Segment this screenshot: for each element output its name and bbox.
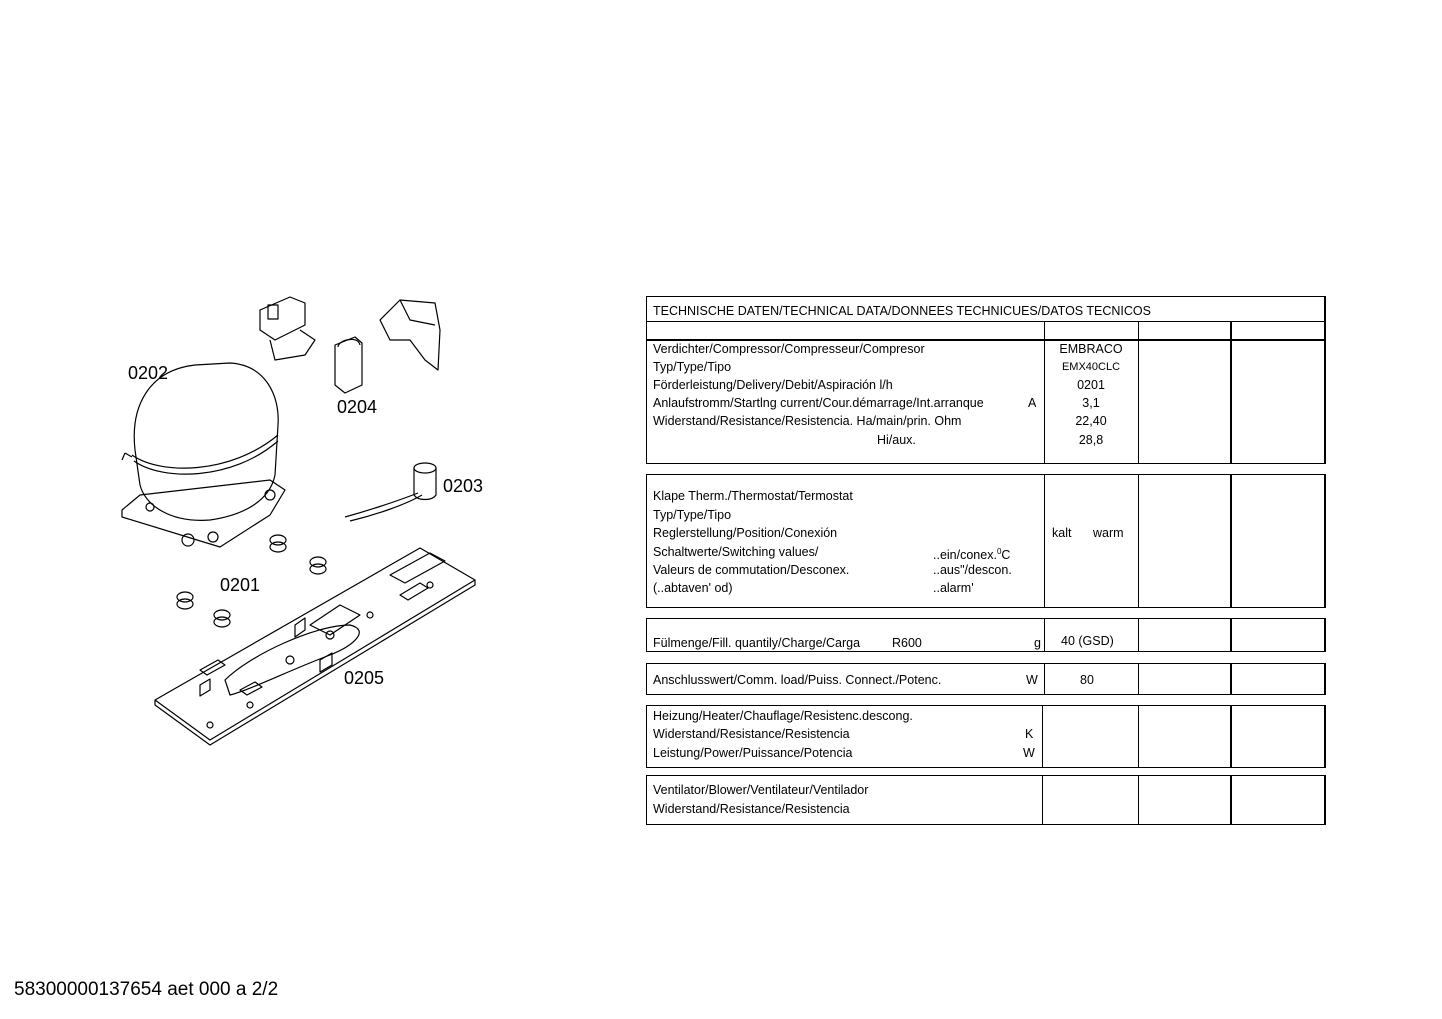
compressor-value: EMBRACO <box>1059 342 1123 356</box>
compressor-body <box>134 363 278 520</box>
alarm-label: ..alarm' <box>933 581 974 595</box>
grommet <box>270 535 286 552</box>
position-label: Reglerstellung/Position/Conexión <box>653 526 838 540</box>
fill-value: 40 (GSD) <box>1061 634 1114 648</box>
part-label-0205: 0205 <box>344 668 385 688</box>
start-relay <box>335 337 362 393</box>
aus-label: ..aus"/descon. <box>933 563 1012 577</box>
blower-block <box>646 775 1326 825</box>
resistance-main-value: 22,40 <box>1075 414 1107 428</box>
part-label-0203: 0203 <box>443 476 484 496</box>
part-label-0201: 0201 <box>220 575 261 595</box>
heater-block <box>646 705 1326 768</box>
mounting-plate <box>155 548 475 740</box>
part-label-0204: 0204 <box>337 397 378 417</box>
fill-quantity-label: Fülmenge/Fill. quantily/Charge/Carga <box>653 636 861 650</box>
load-unit: W <box>1026 673 1038 687</box>
compressor-label: Verdichter/Compressor/Compresseur/Compresor <box>653 342 925 356</box>
ein-label: ..ein/conex.$^0$C <box>933 547 1011 563</box>
relay-top <box>260 297 305 340</box>
heater-power-label: Leistung/Power/Puissance/Potencia <box>653 746 853 760</box>
exploded-parts-diagram <box>100 285 520 755</box>
relay-cover <box>380 300 440 370</box>
starting-current-value: 3,1 <box>1082 396 1100 410</box>
table-title-block <box>646 296 1326 340</box>
blower-label: Ventilator/Blower/Ventilateur/Ventilador <box>653 783 869 797</box>
refrigerant-label: R600 <box>892 636 922 650</box>
abtaven-label: (..abtaven' od) <box>653 581 733 595</box>
delivery-label: Förderleistung/Delivery/Debit/Aspiración l/h <box>653 378 893 392</box>
capacitor <box>414 463 436 473</box>
load-block <box>646 663 1326 695</box>
fill-quantity-block <box>646 618 1326 652</box>
heater-resistance-unit: K <box>1025 727 1034 741</box>
delivery-value: 0201 <box>1077 378 1105 392</box>
resistance-main-label: Widerstand/Resistance/Resistencia. Ha/main/prin. Ohm <box>653 414 962 428</box>
document-footer-id: 58300000137654 aet 000 a 2/2 <box>14 979 279 1000</box>
commutation-label: Valeurs de commutation/Desconex. <box>653 563 850 577</box>
warm-label: warm <box>1093 526 1124 540</box>
thermostat-type-label: Typ/Type/Tipo <box>653 508 732 522</box>
capacitor-wire <box>345 493 418 517</box>
switching-values-label: Schaltwerte/Switching values/ <box>653 545 819 559</box>
compressor-base-plate <box>122 480 285 547</box>
thermostat-label: Klape Therm./Thermostat/Termostat <box>653 489 853 503</box>
load-value: 80 <box>1080 673 1094 687</box>
compressor-type-value: EMX40CLC <box>1061 361 1121 373</box>
starting-current-unit: A <box>1028 396 1037 410</box>
fill-unit: g <box>1034 636 1041 650</box>
kalt-label: kalt <box>1052 526 1072 540</box>
thermostat-block <box>646 474 1326 608</box>
compressor-type-label: Typ/Type/Tipo <box>653 360 732 374</box>
table-title: TECHNISCHE DATEN/TECHNICAL DATA/DONNEES TECHNICUES/DATOS TECNICOS <box>653 304 1151 318</box>
blower-resistance-label: Widerstand/Resistance/Resistencia <box>653 802 850 816</box>
load-label: Anschlusswert/Comm. load/Puiss. Connect./Potenc. <box>653 673 942 687</box>
resistance-aux-label: Hi/aux. <box>877 433 916 447</box>
compressor-block <box>646 340 1326 464</box>
heater-resistance-label: Widerstand/Resistance/Resistencia <box>653 727 850 741</box>
grommet <box>214 610 230 627</box>
starting-current-label: Anlaufstromm/Startlng current/Cour.démarrage/Int.arranque <box>653 396 984 410</box>
heater-power-unit: W <box>1023 746 1035 760</box>
heater-label: Heizung/Heater/Chauflage/Resistenc.descong. <box>653 709 913 723</box>
grommet <box>310 557 326 574</box>
grommet <box>177 592 193 609</box>
resistance-aux-value: 28,8 <box>1078 433 1104 447</box>
technical-data-table <box>646 296 1328 826</box>
part-label-0202: 0202 <box>128 363 169 383</box>
